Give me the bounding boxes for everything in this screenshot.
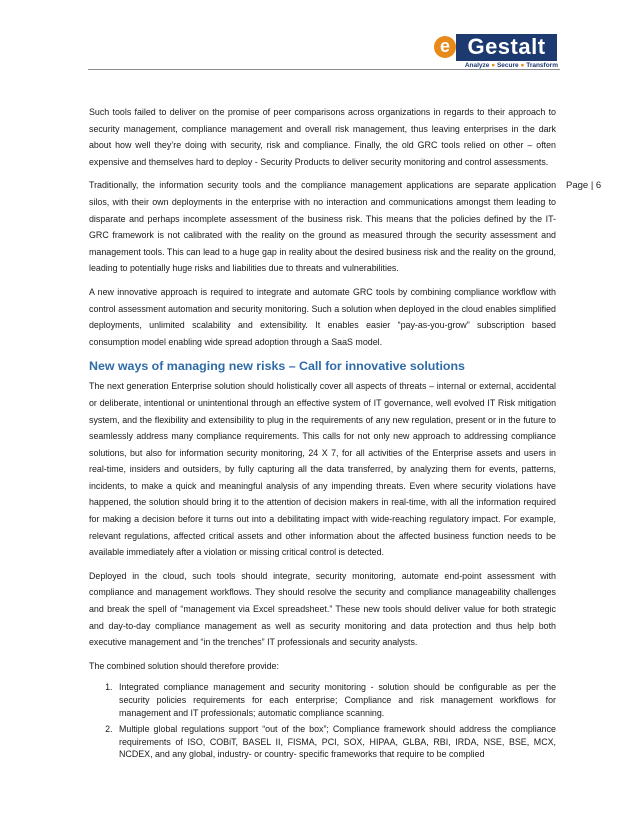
tagline-dot: ● bbox=[520, 62, 525, 69]
header-divider bbox=[88, 69, 560, 70]
page-number: Page | 6 bbox=[566, 180, 602, 191]
body-paragraph: Traditionally, the information security tools and the compliance management applications are separate application silos, with their own deployments in the enterprise with no interaction and communications amongst them leading to disparate and perhaps incomplete assessment of the business risk. This means that the policies defined by the IT-GRC framework is not calibrated with the reality on the ground as measured through the security assessment and management tools. This can lead to a huge gap in reality about the desired business risk and the reality on the ground, leading to potentially huge risks and liabilities due to threats and vulnerabilities. bbox=[89, 180, 556, 274]
tagline-word: Analyze bbox=[464, 62, 490, 69]
tagline-word: Secure bbox=[496, 62, 519, 69]
document-body bbox=[89, 104, 556, 765]
tagline-word: Transform bbox=[526, 62, 558, 69]
logo-wordmark: Gestalt bbox=[456, 34, 557, 61]
logo-e-circle: e bbox=[434, 36, 456, 58]
list-intro: The combined solution should therefore provide: bbox=[89, 660, 279, 671]
body-paragraph: Deployed in the cloud, such tools should integrate, security monitoring, automate end-point assessment with compliance and management workflows. They should resolve the security and compliance manageability challenges and break the spell of “management via Excel spreadsheet.” These new tools should deliver value for both strategic and day-to-day compliance management as well as security monitoring and data protection and thus help both executive management and “in the trenches” IT professionals and security analysts. bbox=[89, 570, 556, 648]
tagline-dot: ● bbox=[491, 62, 496, 69]
body-paragraph: A new innovative approach is required to integrate and automate GRC tools by combining compliance workflow with control assessment automation and security monitoring. Such a solution when deployed in the cloud enables simplified deployments, unlimited scalability and extensibility. It enables easier “pay-as-you-grow” subscription based consumption model enabling wide spread adoption through a SaaS model. bbox=[89, 286, 556, 347]
list-item: 1. Integrated compliance management and security monitoring - solution should be configurable as per the security policies requirements for each enterprise; Compliance and risk management workflows for management and IT professionals; automatic compliance scanning. bbox=[115, 681, 556, 719]
requirements-list bbox=[89, 681, 556, 761]
body-paragraph: The next generation Enterprise solution should holistically cover all aspects of threats – internal or external, accidental or deliberate, intentional or unintentional through an effective system of IT governance, well evolved IT Risk mitigation system, and the flexibility and extensibility to plug in the requirements of any new regulation, present or in the future to seamlessly address many compliance requirements. This calls for not only new approach to addressing compliance solutions, but also for information security monitoring, 24 X 7, for all activities of the Enterprise assets and users in real-time, insiders and outsiders, by fully capturing all the data transferred, by analyzing them for events, patterns, incidents, to make a quick and meaningful analysis of any impending threats. Even where security violations have happened, the solution should bring it to the attention of decision makers in real-time, with all the information required for making a decision before it turns out into a debilitating impact with wide-reaching regulatory impact. For example, relevant regulations, affected critical assets and other information about the affected business function needs to be available immediately after a violation or missing critical control is detected. bbox=[89, 381, 556, 558]
body-paragraph: Such tools failed to deliver on the promise of peer comparisons across organizations in regards to their approach to security management, compliance management and overall risk management, thus leaving enterprises in the dark about how well they’re doing with security, risk and compliance. Finally, the old GRC tools relied on other – often expensive and themselves hard to deploy - Security Products to deliver security monitoring and control assessments. bbox=[89, 107, 556, 167]
egestalt-logo bbox=[434, 33, 558, 73]
section-heading: New ways of managing new risks – Call for innovative solutions bbox=[89, 359, 465, 374]
list-item: 2. Multiple global regulations support “out of the box”; Compliance framework should address the compliance requirements of ISO, COBiT, BASEL II, FISMA, PCI, SOX, HIPAA, GLBA, RBI, IRDA, NSE, BSE, MCX, NCDEX, and any global, industry- or country- specific frameworks that require to be complied bbox=[115, 723, 556, 761]
